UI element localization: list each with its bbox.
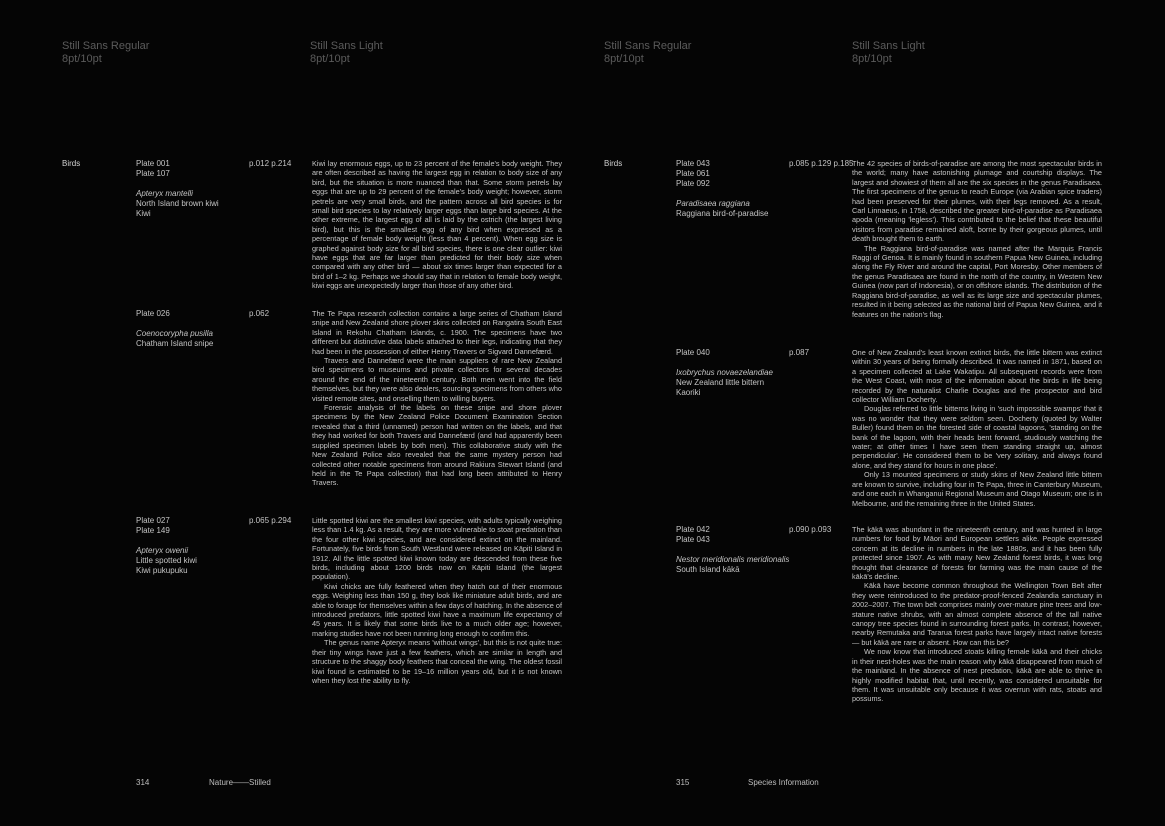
right-entry-3-meta <box>676 525 794 575</box>
plate-numbers: Plate 042 Plate 043 <box>676 525 710 544</box>
plate-numbers: Plate 001 Plate 107 <box>136 159 170 178</box>
paragraph: Only 13 mounted specimens or study skins of New Zealand little bittern are known to survive, including four in Te Papa, three in Canterbury Museum, and one each in Whanganui Regional Museum and Otago Museum; one is in Melbourne, and the remaining three in the United States. <box>852 470 1102 508</box>
common-names: Little spotted kiwi Kiwi pukupuku <box>136 556 197 575</box>
right-header-light <box>852 40 925 66</box>
left-section-title: Birds <box>62 159 81 168</box>
right-entry-2-pages: p.087 <box>789 348 810 357</box>
header-title: Still Sans Light <box>852 40 925 52</box>
plate-numbers: Plate 043 Plate 061 Plate 092 <box>676 159 710 188</box>
paragraph: The Te Papa research collection contains a large series of Chatham Island snipe and New Zealand shore plover skins collected on Rangatira South East Island in Rekohu Chatham Islands, c. 1900. The specimens have two different but distinctive data labels attached to their legs, indicating that they had been in the possession of either Henry Travers or Sigvard Dannefærd. <box>312 309 562 356</box>
plate-numbers: Plate 040 <box>676 348 710 357</box>
paragraph: Kākā have become common throughout the Wellington Town Belt after they were reintroduced to the predator-proof-fenced Zealandia sanctuary in 2002–2007. The town belt comprises mainly over-mature pine trees and low-stature native shrubs, with an almost complete absence of the tall native canopy tree species found in surrounding forest parks. In contrast, however, nearby Remutaka and Tararua forest parks have largely intact native forests — but kākā are rare or absent. How can this be? <box>852 581 1102 647</box>
left-page-number: 314 <box>136 778 150 787</box>
left-header-light <box>310 40 383 66</box>
left-entry-2-meta <box>136 309 246 349</box>
latin-name: Apteryx owenii <box>136 546 189 555</box>
left-entry-3-text <box>312 516 562 685</box>
header-title: Still Sans Regular <box>604 40 692 52</box>
right-entry-3-pages: p.090 p.093 <box>789 525 832 534</box>
latin-name: Paradisaea raggiana <box>676 199 750 208</box>
common-names: North Island brown kiwi Kiwi <box>136 199 219 218</box>
right-entry-1-text <box>852 159 1102 319</box>
right-header-regular <box>604 40 691 66</box>
right-entry-2-meta <box>676 348 786 398</box>
right-running-title: Species Information <box>748 778 819 787</box>
left-running-title: Nature——Stilled <box>209 778 271 787</box>
latin-name: Ixobrychus novaezelandiae <box>676 368 773 377</box>
left-header-regular <box>62 40 149 66</box>
left-entry-3-pages: p.065 p.294 <box>249 516 292 525</box>
common-names: Raggiana bird-of-paradise <box>676 209 769 218</box>
paragraph: The genus name Apteryx means 'without wings', but this is not quite true: their tiny wings have just a few feathers, which are similar in length and structure to the shaggy body feathers that conceal the wing. The oldest fossil kiwi found is estimated to be 19–16 million years old, but it is not known when they lost the ability to fly. <box>312 638 562 685</box>
left-entry-2-text <box>312 309 562 488</box>
right-entry-3-text <box>852 525 1102 704</box>
header-size: 8pt/10pt <box>604 53 644 65</box>
paragraph: The 42 species of birds-of-paradise are among the most spectacular birds in the world; many have astonishing plumage and courtship displays. The largest and showiest of them all are the six species in the genus Paradisaea. The first specimens of the genus to reach Europe (via Arabian spice traders) had been preserved for their plumes, with their legs removed. As a result, Carl Linnaeus, in 1758, described the greater bird-of-paradise as Paradisaea apoda (meaning 'legless'). This contributed to the belief that these beautiful visitors from paradise remained aloft, borne by their gorgeous plumes, until death brought them to earth. <box>852 159 1102 244</box>
left-entry-1-text <box>312 159 562 291</box>
paragraph: One of New Zealand's least known extinct birds, the little bittern was extinct within 30 years of being formally described. It was named in 1871, based on a specimen collected at Lake Wakatipu. All subsequent records were from the West Coast, with most of the information about the birds in life being recorded by the naturalist Charlie Douglas and the prospector and bird collector William Docherty. <box>852 348 1102 405</box>
left-entry-2-pages: p.062 <box>249 309 270 318</box>
left-entry-3-meta <box>136 516 246 576</box>
right-section-title: Birds <box>604 159 623 168</box>
right-page-number: 315 <box>676 778 690 787</box>
common-names: New Zealand little bittern Kaoriki <box>676 378 765 397</box>
common-names: Chatham Island snipe <box>136 339 214 348</box>
latin-name: Nestor meridionalis meridionalis <box>676 555 790 564</box>
left-entry-1-pages: p.012 p.214 <box>249 159 292 168</box>
right-entry-2-text <box>852 348 1102 508</box>
left-entry-1-meta <box>136 159 246 219</box>
paragraph: Douglas referred to little bitterns living in 'such impossible swamps' that it was no wonder that they were seldom seen. Docherty (quoted by Walter Buller) found them on the forested side of coastal lagoons, 'standing on the bank of the lagoon, with their heads bent forward, studiously watching the water; at other times I have seen them standing straight up, almost perpendicular'. He considered them to be 'very solitary, and always found alone, and they stand for hours in one place'. <box>852 404 1102 470</box>
paragraph: Forensic analysis of the labels on these snipe and shore plover specimens by the New Zealand Police Document Examination Section revealed that a third (unnamed) person had written on the labels, and that they had worked for both Travers and Dannefærd (and had apparently been supplied specimen labels by both men). This collaborative study with the New Zealand Police also revealed that the same mystery person had collected other notable specimens from around Rakiura Stewart Island (and held in the Te Papa collection) that had long been attributed to Henry Travers. <box>312 403 562 488</box>
right-entry-1-pages: p.085 p.129 p.185 <box>789 159 854 168</box>
header-size: 8pt/10pt <box>310 53 350 65</box>
header-size: 8pt/10pt <box>852 53 892 65</box>
paragraph: The Raggiana bird-of-paradise was named after the Marquis Francis Raggi of Genoa. It is mainly found in southern Papua New Guinea, including along the Fly River and around the capital, Port Moresby. Other members of the genus Paradisaea are found in the north of the country, in Western New Guinea (now part of Indonesia), or on offshore islands. The distribution of the Raggiana bird-of-paradise, as well as its large size and spectacular plumes, resulted in it being selected as the national bird of Papua New Guinea, and it features on the nation's flag. <box>852 243 1102 319</box>
header-title: Still Sans Light <box>310 40 383 52</box>
header-size: 8pt/10pt <box>62 53 102 65</box>
latin-name: Coenocorypha pusilla <box>136 329 213 338</box>
common-names: South Island kākā <box>676 565 740 574</box>
right-entry-1-meta <box>676 159 786 219</box>
header-title: Still Sans Regular <box>62 40 150 52</box>
latin-name: Apteryx mantelli <box>136 189 193 198</box>
plate-numbers: Plate 027 Plate 149 <box>136 516 170 535</box>
paragraph: Kiwi lay enormous eggs, up to 23 percent of the female's body weight. They are often described as having the largest egg in relation to body size of any bird, but the situation is more nuanced than that. Some storm petrels lay eggs that are up to 29 percent of the female's body weight; however, storm petrels are very small birds, and the pattern across all bird species is for small bird species to lay relatively larger eggs than large bird species. At the other extreme, the largest egg of all is laid by the ostrich (the largest living bird), but this is the smallest egg of any bird when expressed as a percentage of female body weight (less than 4 percent). When egg size is graphed against body size for all bird species, there is one clear outlier: kiwi have eggs that are far larger than predicted for their body size when compared with any other bird — about six times larger than expected for a bird of 1–2 kg. Perhaps we should say that in relation to female body weight, kiwi eggs are unexpectedly larger than those of any other bird. <box>312 159 562 291</box>
paragraph: Kiwi chicks are fully feathered when they hatch out of their enormous eggs. Weighing less than 150 g, they look like miniature adult birds, and are able to forage for themselves within a few days of hatching. In the absence of introduced predators, little spotted kiwi have a maximum life expectancy of 45 years. It is likely that some birds live to a much older age; however, marking studies have not been running long enough to confirm this. <box>312 581 562 638</box>
paragraph: Travers and Dannefærd were the main suppliers of rare New Zealand bird specimens to museums and private collectors for several decades around the end of the nineteenth century. Both men went into the field themselves, but they were also dealers, sourcing specimens from others who visited remote sites, and onselling them to willing buyers. <box>312 356 562 403</box>
plate-numbers: Plate 026 <box>136 309 170 318</box>
paragraph: The kākā was abundant in the nineteenth century, and was hunted in large numbers for food by Māori and European settlers alike. People expressed concern at its decline in numbers in the late 1880s, and it has been fully protected since 1907. As with many New Zealand forest birds, it was long thought that clearance of forests for farming was the main cause of the kākā's decline. <box>852 525 1102 582</box>
paragraph: Little spotted kiwi are the smallest kiwi species, with adults typically weighing less than 1.4 kg. As a result, they are more vulnerable to stoat predation than the four other kiwi species, and are considered extinct on the mainland. Fortunately, five birds from South Westland were released on Kāpiti Island in 1912. All the little spotted kiwi known today are descended from these five birds, including about 1200 birds now on Kāpiti Island (the largest population). <box>312 516 562 582</box>
paragraph: We now know that introduced stoats killing female kākā and their chicks in their nest-holes was the main reason why kākā disappeared from much of the mainland. In the absence of nest predation, kākā are able to thrive in highly modified habitat that, until recently, was considered unsuitable for them. It was unsuitable only because it was overrun with rats, stoats and possums. <box>852 647 1102 704</box>
